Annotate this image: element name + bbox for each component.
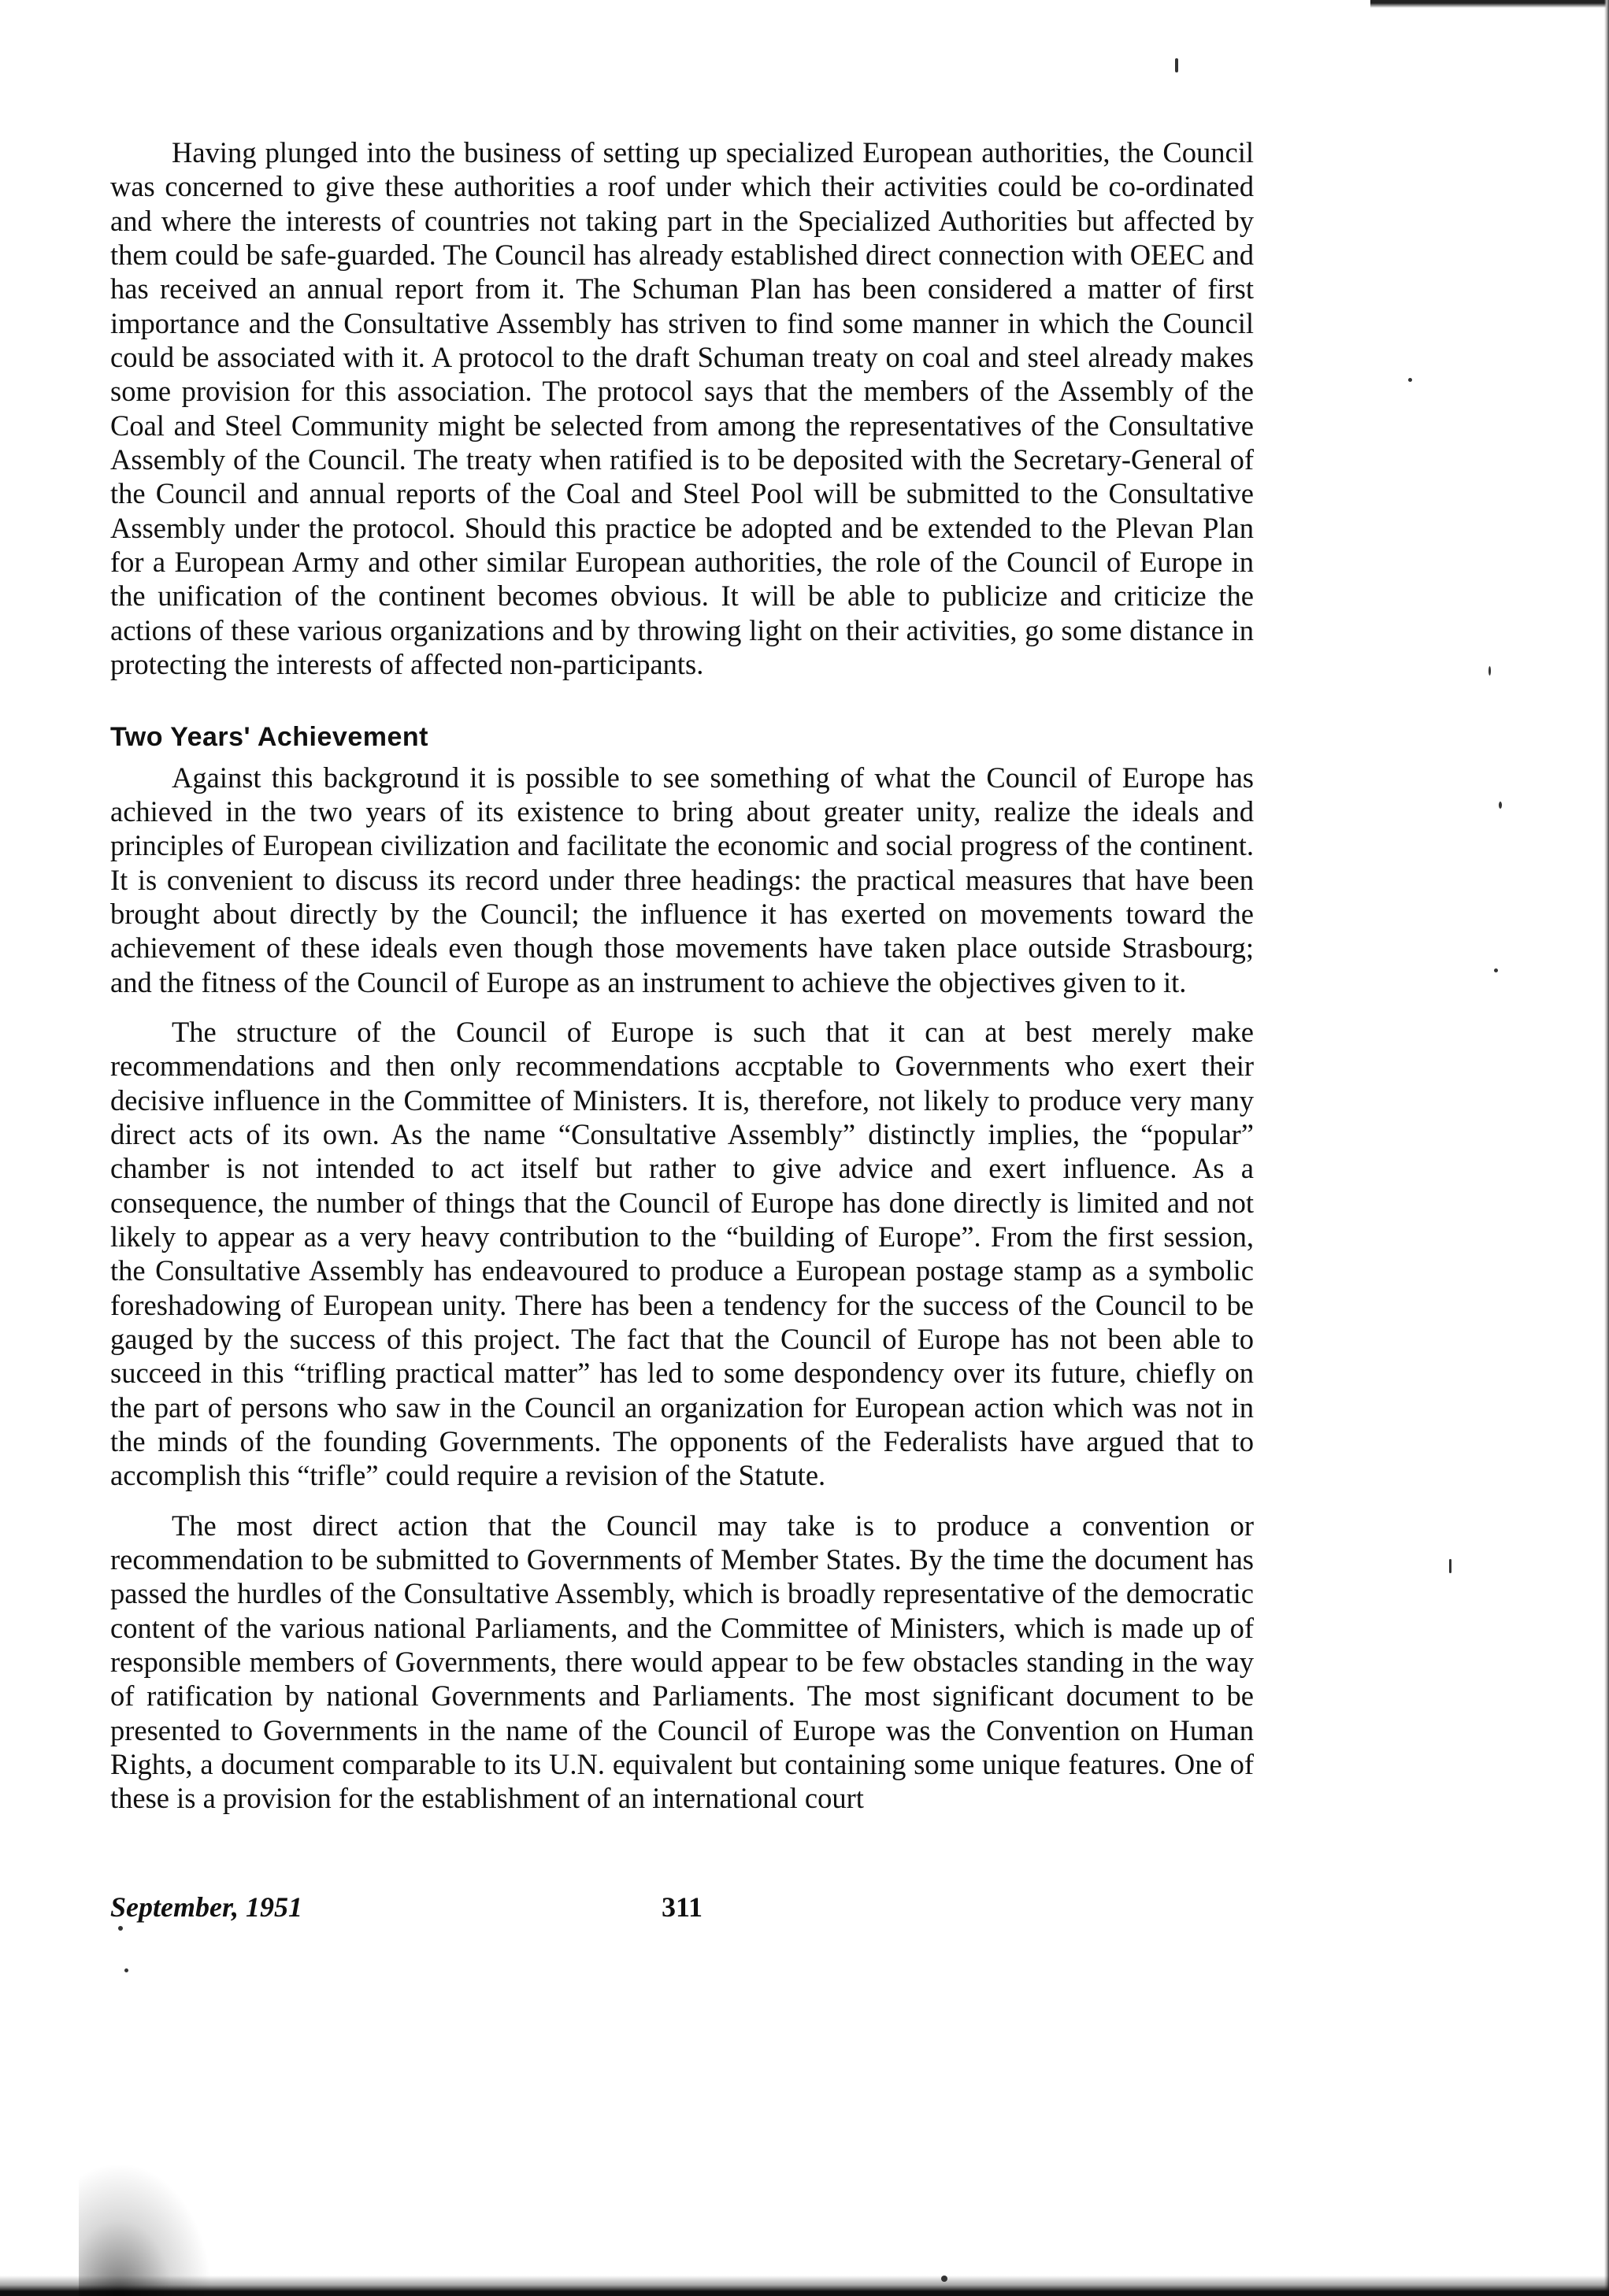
footer-date: September, 1951 [110, 1891, 302, 1923]
scan-corner-shadow [79, 2162, 213, 2296]
scan-edge-right [1604, 0, 1609, 2296]
article-body [110, 135, 1254, 1816]
section-heading: Two Years' Achievement [110, 721, 428, 752]
scan-speck [118, 1926, 123, 1931]
page-footer [110, 1890, 1254, 1925]
paragraph: Having plunged into the business of setting up specialized European authorities, the Council was concerned to give these authorities a roof under which their activities could be co-ordinated and where the interests of countries not taking part in the Specialized Authorities but affected by them could be safe-guarded. The Council has already established direct connection with OEEC and has received an annual report from it. The Schuman Plan has been considered a matter of first importance and the Consultative Assembly has striven to find some manner in which the Council could be associated with it. A protocol to the draft Schuman treaty on coal and steel already makes some provision for this association. The protocol says that the members of the Assembly of the Coal and Steel Community might be selected from among the representatives of the Consultative Assembly of the Council. The treaty when ratified is to be deposited with the Secretary-General of the Council and annual reports of the Coal and Steel Pool will be submitted to the Consultative Assembly under the protocol. Should this practice be adopted and be extended to the Plevan Plan for a European Army and other similar European authorities, the role of the Council of Europe in the unification of the continent becomes obvious. It will be able to publicize and criticize the actions of these various organizations and by throwing light on their activities, go some distance in protecting the interests of affected non-participants. [110, 136, 1254, 681]
paragraph: The structure of the Council of Europe is such that it can at best merely make recommendations and then only recommendations accptable to Governments who exert their decisive influence in the Committee of Ministers. It is, therefore, not likely to produce very many direct acts of its own. As the name “Consultative Assembly” distinctly implies, the “popular” chamber is not intended to act itself but rather to give advice and exert influence. As a consequence, the number of things that the Council of Europe has done directly is limited and not likely to appear as a very heavy contribution to the “building of Europe”. From the first session, the Consultative Assembly has endeavoured to produce a European postage stamp as a symbolic foreshadowing of European unity. There has been a tendency for the success of the Council to be gauged by the success of this project. The fact that the Council of Europe has not been able to succeed in this “trifling practical matter” has led to some despondency over its future, chiefly on the part of persons who saw in the Council an organization for European action which was not in the minds of the founding Governments. The opponents of the Federalists have argued that to accomplish this “trifle” could require a revision of the Statute. [110, 1015, 1254, 1492]
scan-speck [941, 2276, 947, 2282]
scan-speck [1408, 378, 1412, 382]
scan-speck [1449, 1559, 1451, 1573]
scan-edge-top [1370, 0, 1609, 9]
page-number: 311 [662, 1891, 703, 1923]
scan-speck [1489, 666, 1491, 676]
paragraph: Against this background it is possible to see something of what the Council of Europe has achieved in the two years of its existence to bring about greater unity, realize the ideals and principles of European civilization and facilitate the economic and social progress of the continent. It is convenient to discuss its record under three headings: the practical measures that have been brought about directly by the Council; the influence it has exerted on movements toward the achievement of these ideals even though those movements have taken place outside Strasbourg; and the fitness of the Council of Europe as an instrument to achieve the objectives given to it. [110, 761, 1254, 998]
scan-edge-bottom [0, 2276, 1609, 2296]
scan-speck [1494, 968, 1498, 972]
paragraph: The most direct action that the Council may take is to produce a convention or recommendation to be submitted to Governments of Member States. By the time the document has passed the hurdles of the Consultative Assembly, which is broadly representative of the democratic content of the various national Parliaments, and the Committee of Ministers, which is made up of responsible members of Governments, there would appear to be few obstacles standing in the way of ratification by national Governments and Parliaments. The most significant document to be presented to Governments in the name of the Council of Europe was the Convention on Human Rights, a document comparable to its U.N. equivalent but containing some unique features. One of these is a provision for the establishment of an international court [110, 1509, 1254, 1815]
scan-speck [1499, 802, 1502, 809]
scan-speck [124, 1968, 128, 1972]
scan-speck [1175, 58, 1178, 72]
